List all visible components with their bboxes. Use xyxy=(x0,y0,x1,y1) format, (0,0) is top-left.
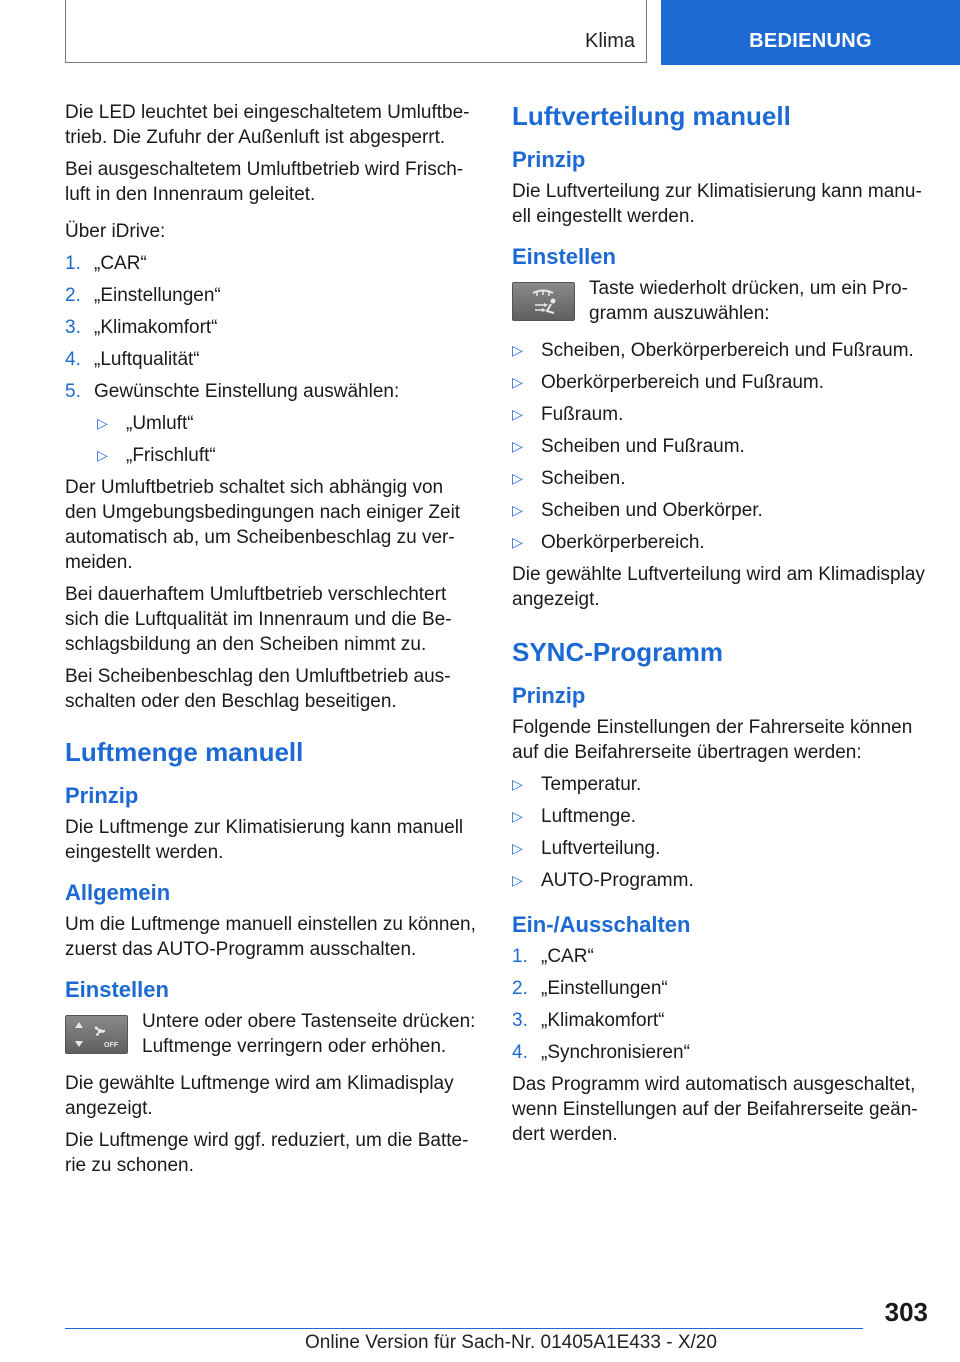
step-text: „CAR“ xyxy=(94,253,147,274)
paragraph: Die LED leuchtet bei eingeschaltetem Umluftbetrieb. Die Zufuhr der Außenluft ist abgesperrt. xyxy=(65,102,470,148)
list-item xyxy=(65,347,477,372)
sync-items xyxy=(512,772,932,893)
step-number: 3. xyxy=(65,317,81,338)
svg-text:OFF: OFF xyxy=(104,1042,118,1049)
air-distribution-icon xyxy=(513,283,574,320)
step-number: 3. xyxy=(512,1010,528,1031)
list-item xyxy=(512,976,932,1001)
step-number: 2. xyxy=(512,978,528,999)
list-item: ▷ Scheiben und Oberkörper. xyxy=(512,500,763,521)
list-item xyxy=(512,1040,932,1065)
footer-version-text: Online Version für Sach-Nr. 01405A1E433 - X/20 xyxy=(305,1332,717,1353)
triangle-bullet-icon: ▷ xyxy=(512,872,523,888)
list-item: ▷ Scheiben. xyxy=(512,468,626,489)
paragraph: Um die Luftmenge manuell einstellen zu können, zuerst das AUTO-Programm ausschalten. xyxy=(65,914,476,960)
list-item: ▷ Scheiben, Oberkörperbereich und Fußraum. xyxy=(512,340,914,361)
triangle-bullet-icon: ▷ xyxy=(97,447,108,463)
triangle-bullet-icon: ▷ xyxy=(512,840,523,856)
header-frame xyxy=(65,0,647,63)
paragraph: Bei ausgeschaltetem Umluftbetrieb wird Frischluft in den Innenraum geleitet. xyxy=(65,159,464,205)
step-text: „Luftqualität“ xyxy=(94,349,200,370)
paragraph: Bei Scheibenbeschlag den Umluftbetrieb ausschalten oder den Beschlag beseitigen. xyxy=(65,666,451,712)
subsection-heading: Prinzip xyxy=(512,147,586,172)
list-item xyxy=(65,315,477,340)
list-item: ▷ „Umluft“ xyxy=(97,413,194,434)
list-item: ▷ AUTO-Programm. xyxy=(512,870,694,891)
list-item: ▷ Temperatur. xyxy=(512,774,642,795)
footer-divider xyxy=(65,1328,863,1329)
distribution-options xyxy=(512,338,932,555)
header-section-title: Klima xyxy=(584,30,635,52)
sync-steps xyxy=(512,944,932,1065)
distribution-button-block xyxy=(512,276,932,326)
fan-button-image xyxy=(65,1015,128,1054)
triangle-bullet-icon: ▷ xyxy=(512,406,523,422)
step-number: 4. xyxy=(512,1042,528,1063)
paragraph: Die Luftmenge zur Klimatisierung kann manuell eingestellt werden. xyxy=(65,817,464,863)
list-item xyxy=(65,379,477,404)
paragraph: Bei dauerhaftem Umluftbetrieb verschlechtert sich die Luftqualität im Innenraum und die Beschlagsbildung an den Scheiben nimmt zu. xyxy=(65,584,452,655)
distribution-button-image xyxy=(512,282,575,321)
idrive-steps xyxy=(65,251,477,404)
list-item: ▷ „Frischluft“ xyxy=(97,445,216,466)
step-number: 1. xyxy=(512,946,528,967)
triangle-bullet-icon: ▷ xyxy=(97,415,108,431)
triangle-bullet-icon: ▷ xyxy=(512,808,523,824)
paragraph: Der Umluftbetrieb schaltet sich abhängig von den Umgebungsbedingungen nach einiger Zeit automatisch ab, um Scheibenbeschlag zu vermeiden. xyxy=(65,477,461,573)
subsection-heading: Prinzip xyxy=(65,783,139,808)
triangle-bullet-icon: ▷ xyxy=(512,502,523,518)
list-item: ▷ Scheiben und Fußraum. xyxy=(512,436,745,457)
chapter-tab[interactable]: BEDIENUNG xyxy=(661,0,960,65)
triangle-bullet-icon: ▷ xyxy=(512,534,523,550)
step-text: „Einstellungen“ xyxy=(94,285,221,306)
button-description: Taste wiederholt drücken, um ein Programm auszuwählen: xyxy=(589,278,908,324)
step-text: „Klimakomfort“ xyxy=(541,1010,665,1031)
list-item: ▷ Oberkörperbereich und Fußraum. xyxy=(512,372,825,393)
step-number: 1. xyxy=(65,253,81,274)
list-item: ▷ Fußraum. xyxy=(512,404,624,425)
paragraph: Folgende Einstellungen der Fahrerseite können auf die Beifahrerseite übertragen werden: xyxy=(512,717,913,763)
list-item xyxy=(512,944,932,969)
step-text: „CAR“ xyxy=(541,946,594,967)
list-item: ▷ Luftverteilung. xyxy=(512,838,661,859)
left-column xyxy=(65,100,477,1185)
triangle-bullet-icon: ▷ xyxy=(512,470,523,486)
fan-button-block xyxy=(65,1009,477,1059)
triangle-bullet-icon: ▷ xyxy=(512,374,523,390)
list-item: ▷ Luftmenge. xyxy=(512,806,637,827)
list-item: ▷ Oberkörperbereich. xyxy=(512,532,705,553)
section-heading: Luftmenge manuell xyxy=(65,737,304,767)
subsection-heading: Einstellen xyxy=(512,244,616,269)
button-description: Untere oder obere Tastenseite drücken: Luftmenge verringern oder erhöhen. xyxy=(142,1011,476,1057)
step-text: Gewünschte Einstellung auswählen: xyxy=(94,381,400,402)
right-column xyxy=(512,100,932,1154)
fan-off-icon xyxy=(66,1016,127,1053)
triangle-bullet-icon: ▷ xyxy=(512,438,523,454)
subsection-heading: Prinzip xyxy=(512,683,586,708)
step-text: „Synchronisieren“ xyxy=(541,1042,690,1063)
sub-options xyxy=(65,411,477,468)
subsection-heading: Einstellen xyxy=(65,977,169,1002)
section-heading: SYNC-Programm xyxy=(512,637,723,667)
step-number: 5. xyxy=(65,381,81,402)
step-text: „Einstellungen“ xyxy=(541,978,668,999)
paragraph: Das Programm wird automatisch ausgeschaltet, wenn Einstellungen auf der Beifahrerseite geändert werden. xyxy=(512,1074,918,1145)
list-item xyxy=(512,1008,932,1033)
paragraph: Über iDrive: xyxy=(65,221,166,242)
paragraph: Die Luftverteilung zur Klimatisierung kann manuell eingestellt werden. xyxy=(512,181,922,227)
subsection-heading: Allgemein xyxy=(65,880,171,905)
step-number: 4. xyxy=(65,349,81,370)
paragraph: Die gewählte Luftverteilung wird am Klimadisplay angezeigt. xyxy=(512,564,925,610)
list-item xyxy=(65,283,477,308)
subsection-heading: Ein-/Ausschalten xyxy=(512,912,691,937)
page-number: 303 xyxy=(884,1297,928,1327)
step-text: „Klimakomfort“ xyxy=(94,317,218,338)
paragraph: Die Luftmenge wird ggf. reduziert, um die Batterie zu schonen. xyxy=(65,1130,469,1176)
step-number: 2. xyxy=(65,285,81,306)
section-heading: Luftverteilung manuell xyxy=(512,101,791,131)
paragraph: Die gewählte Luftmenge wird am Klimadisplay angezeigt. xyxy=(65,1073,454,1119)
triangle-bullet-icon: ▷ xyxy=(512,776,523,792)
list-item xyxy=(65,251,477,276)
triangle-bullet-icon: ▷ xyxy=(512,342,523,358)
